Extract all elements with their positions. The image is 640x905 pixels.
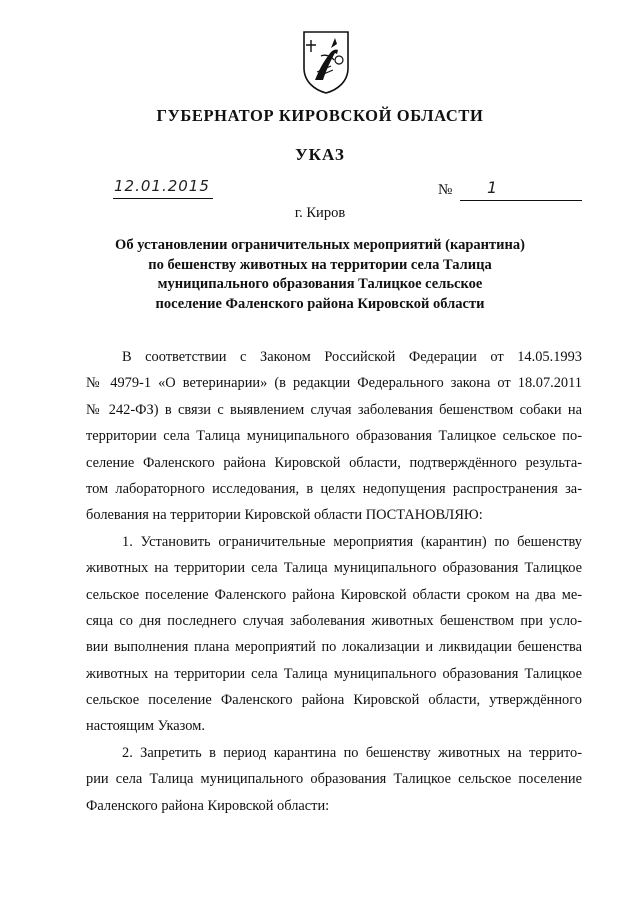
clause-1-paragraph (86, 529, 582, 740)
handwritten-number: 1 (487, 178, 498, 197)
text-line: рии села Талица муниципального образования Талицкое сельское поселение (86, 771, 582, 788)
text-line: территории села Талица муниципального образования Талицкое сельское по- (86, 428, 582, 445)
title-line: Об установлении ограничительных мероприятий (карантина) (115, 237, 525, 253)
text-line: животных на территории села Талица муниципального образования Талицкое (86, 560, 582, 577)
decree-body (86, 344, 582, 819)
handwritten-date: 12.01.2015 (114, 177, 210, 195)
date-underline (113, 197, 213, 199)
text-line: том лабораторного исследования, в целях недопущения распространения за- (86, 480, 582, 497)
clause-2-paragraph (86, 740, 582, 819)
text-line: № 242-ФЗ) в связи с выявлением случая заболевания бешенством собаки на (86, 401, 582, 418)
decree-title (80, 236, 560, 314)
text-line: № 4979-1 «О ветеринарии» (в редакции Федерального закона от 18.07.2011 (86, 375, 582, 392)
title-line: поселение Фаленского района Кировской области (155, 295, 485, 312)
number-underline (460, 199, 582, 201)
text-line: настоящим Указом. (86, 718, 205, 735)
text-line: сельское поселение Фаленского района Кировской области сроком на два ме- (86, 586, 582, 603)
document-type: УКАЗ (295, 145, 345, 164)
authority-title: ГУБЕРНАТОР КИРОВСКОЙ ОБЛАСТИ (156, 106, 484, 125)
text-line: В соответствии с Законом Российской Федерации от 14.05.1993 (122, 349, 582, 365)
text-line: животных на территории села Талица муниципального образования Талицкое (86, 665, 582, 682)
text-line: сельское поселение Фаленского района Кировской области, утверждённого (86, 692, 582, 709)
title-line: муниципального образования Талицкое сельское (157, 276, 483, 292)
preamble-paragraph (86, 344, 582, 529)
text-line: болевания на территории Кировской области ПОСТАНОВЛЯЮ: (86, 507, 483, 524)
title-line: по бешенству животных на территории села Талица (148, 256, 492, 273)
kirov-oblast-coat-of-arms-icon (301, 30, 351, 94)
text-line: 2. Запретить в период карантина по бешенству животных на террито- (122, 744, 582, 761)
text-line: сяца со дня последнего случая заболевания животных бешенством при усло- (86, 612, 582, 629)
text-line: селение Фаленского района Кировской области, подтверждённого результа- (86, 454, 582, 471)
city-label: г. Киров (294, 205, 346, 221)
text-line: вии выполнения плана мероприятий по локализации и ликвидации бешенства (86, 639, 582, 656)
text-line: Фаленского района Кировской области: (86, 797, 330, 814)
text-line: 1. Установить ограничительные мероприятия (карантин) по бешенству (122, 533, 582, 550)
number-label: № (438, 182, 453, 198)
